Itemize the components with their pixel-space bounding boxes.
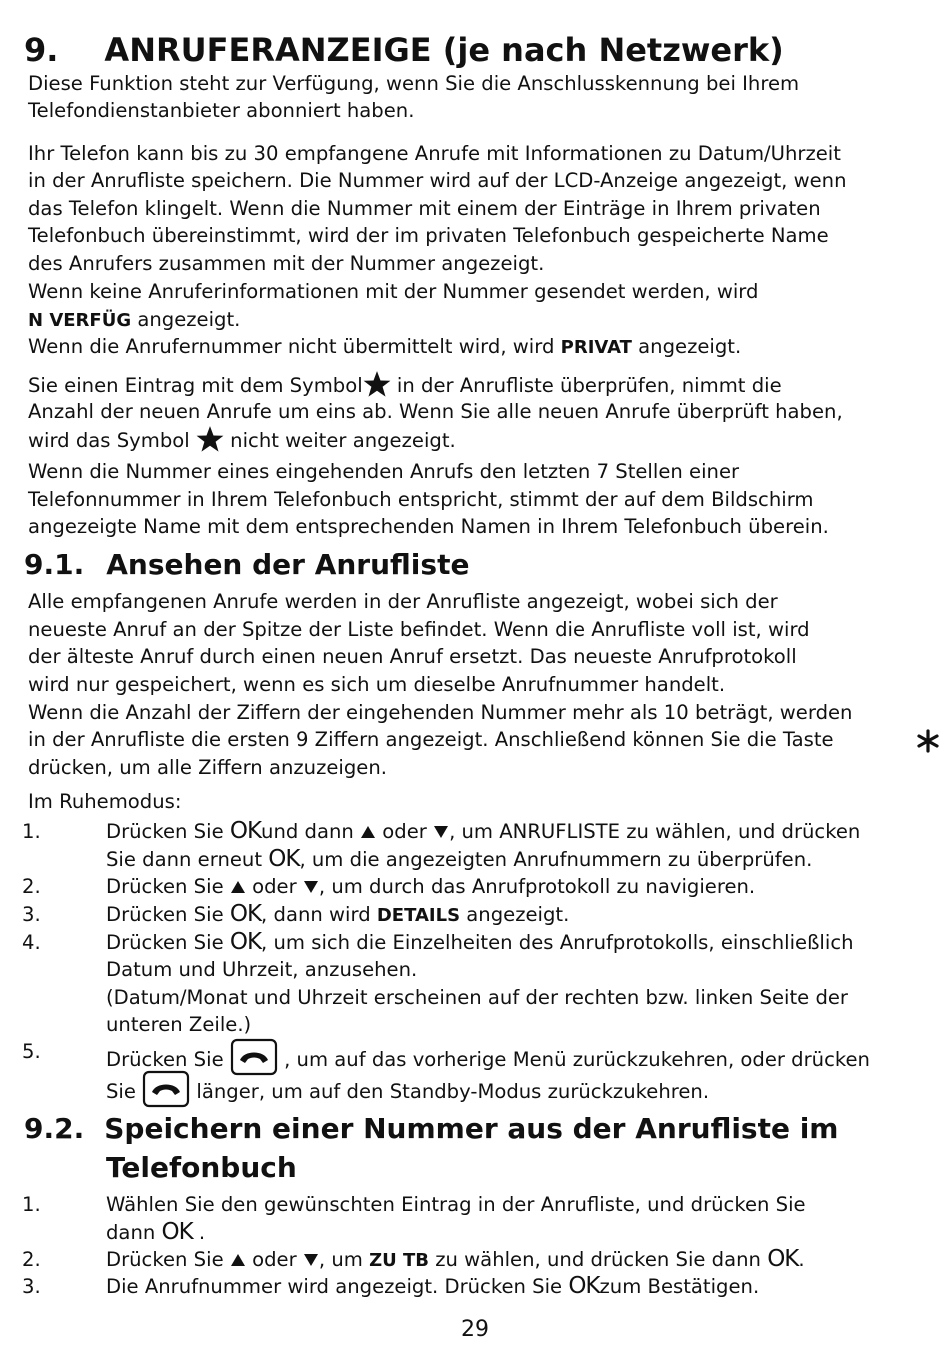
step-text: Die Anrufnummer wird angezeigt. Drücken Sie	[106, 1275, 569, 1298]
para3-line-2: Telefonnummer in Ihrem Telefonbuch entspricht, stimmt der auf dem Bildschirm	[28, 488, 814, 511]
intro-line-1: Diese Funktion steht zur Verfügung, wenn Sie die Anschlusskennung bei Ihrem	[28, 72, 800, 95]
step-2-line-1	[106, 873, 755, 900]
step-text: zum Bestätigen.	[599, 1275, 760, 1298]
ok-key-icon: OK	[229, 818, 262, 844]
step-number: 2.	[22, 1248, 41, 1271]
step-text: dann	[106, 1221, 162, 1244]
para3-line-3: angezeigte Name mit dem entsprechenden Namen in Ihrem Telefonbuch überein.	[28, 515, 829, 538]
n-verfueg-label: N VERFÜG	[28, 310, 132, 331]
step-1-line-2	[106, 846, 812, 873]
step-4-line-3: (Datum/Monat und Uhrzeit erscheinen auf der rechten bzw. linken Seite der	[106, 986, 848, 1009]
step-text: oder	[245, 875, 303, 898]
heading-number: 9.1.	[24, 548, 85, 581]
para1-line-8	[28, 333, 741, 361]
ok-key-icon: OK	[229, 929, 262, 955]
s1-line-1: Alle empfangenen Anrufe werden in der Anrufliste angezeigt, wobei sich der	[28, 590, 778, 613]
step-text: , dann wird	[261, 903, 377, 926]
up-arrow-icon	[360, 825, 376, 839]
ok-key-icon: OK	[568, 1273, 600, 1299]
step-4-line-4: unteren Zeile.)	[106, 1013, 252, 1036]
para2-line-1-post: in der Anrufliste überprüfen, nimmt die	[390, 374, 782, 397]
step-text: , um	[318, 1248, 370, 1271]
step-text: und dann	[261, 820, 361, 843]
para1-line-3: das Telefon klingelt. Wenn die Nummer mit einem der Einträge in Ihrem privaten	[28, 197, 821, 220]
step-text: Sie dann erneut	[106, 848, 269, 871]
s1-line-6: in der Anrufliste die ersten 9 Ziffern angezeigt. Anschließend können Sie die Taste	[28, 728, 834, 751]
step-text: Drücken Sie	[106, 1248, 230, 1271]
up-arrow-icon	[230, 1253, 246, 1267]
step-text: Drücken Sie	[106, 903, 230, 926]
step-text: , um die angezeigten Anrufnummern zu überprüfen.	[299, 848, 813, 871]
heading-number: 9.2.	[24, 1112, 85, 1145]
step-number: 1.	[22, 1193, 41, 1216]
heading-title-line-1: Speichern einer Nummer aus der Anrufliste im	[104, 1112, 839, 1145]
page-number: 29	[461, 1317, 489, 1342]
para1-line-7-rest: angezeigt.	[131, 308, 241, 331]
step-number: 3.	[22, 903, 41, 926]
down-arrow-icon	[303, 1253, 319, 1267]
s1-line-3: der älteste Anruf durch einen neuen Anruf ersetzt. Das neueste Anrufprotokoll	[28, 645, 797, 668]
step-text: Drücken Sie	[106, 1048, 230, 1071]
down-arrow-icon	[303, 880, 319, 894]
step-number: 1.	[22, 820, 41, 843]
para3-line-1: Wenn die Nummer eines eingehenden Anrufs den letzten 7 Stellen einer	[28, 460, 740, 483]
step-text: .	[798, 1248, 805, 1271]
details-label: DETAILS	[376, 905, 461, 926]
star-icon	[363, 370, 391, 398]
step-text: zu wählen, und drücken Sie dann	[429, 1248, 768, 1271]
ok-key-icon: OK	[161, 1219, 193, 1245]
s2-step-1-line-2	[106, 1219, 205, 1246]
idle-mode-label: Im Ruhemodus:	[28, 790, 182, 813]
step-4-line-1	[106, 929, 854, 956]
para1-line-2: in der Anrufliste speichern. Die Nummer wird auf der LCD-Anzeige angezeigt, wenn	[28, 169, 847, 192]
para2-line-2: Anzahl der neuen Anrufe um eins ab. Wenn Sie alle neuen Anrufe überprüft haben,	[28, 400, 843, 423]
step-text: , um ANRUFLISTE zu wählen, und drücken	[449, 820, 861, 843]
step-text: Sie	[106, 1080, 143, 1103]
para2-line-3-post: nicht weiter angezeigt.	[223, 429, 456, 452]
s1-line-2: neueste Anruf an der Spitze der Liste befindet. Wenn die Anrufliste voll ist, wird	[28, 618, 810, 641]
heading-title-line-2: Telefonbuch	[106, 1151, 297, 1184]
step-number: 5.	[22, 1040, 41, 1063]
para1-line-1: Ihr Telefon kann bis zu 30 empfangene Anrufe mit Informationen zu Datum/Uhrzeit	[28, 142, 841, 165]
step-text: Drücken Sie	[106, 931, 230, 954]
para2-line-1-pre: Sie einen Eintrag mit dem Symbol	[28, 374, 363, 397]
zu-tb-label: ZU TB	[369, 1250, 429, 1271]
section-heading-9	[24, 30, 784, 70]
para1-line-8-post: angezeigt.	[631, 335, 742, 358]
step-text: angezeigt.	[460, 903, 570, 926]
heading-number: 9.	[24, 31, 59, 69]
step-5-line-2	[106, 1070, 709, 1108]
para1-line-4: Telefonbuch übereinstimmt, wird der im privaten Telefonbuch gespeicherte Name	[28, 224, 829, 247]
heading-title: Ansehen der Anrufliste	[106, 548, 470, 581]
s1-line-5: Wenn die Anzahl der Ziffern der eingehenden Nummer mehr als 10 beträgt, werden	[28, 701, 853, 724]
ok-key-icon: OK	[229, 901, 262, 927]
section-heading-9-1	[24, 547, 469, 583]
step-number: 4.	[22, 931, 41, 954]
end-call-key-icon	[142, 1070, 190, 1108]
s2-step-1-line-1: Wählen Sie den gewünschten Eintrag in der Anrufliste, und drücken Sie	[106, 1193, 806, 1216]
step-text: oder	[245, 1248, 303, 1271]
s1-line-4: wird nur gespeichert, wenn es sich um dieselbe Anrufnummer handelt.	[28, 673, 726, 696]
asterisk-key-icon	[916, 729, 940, 753]
step-text: oder	[376, 820, 434, 843]
para2-line-3-pre: wird das Symbol	[28, 429, 196, 452]
step-text: , um durch das Anrufprotokoll zu navigieren.	[318, 875, 756, 898]
step-number: 2.	[22, 875, 41, 898]
step-4-line-2: Datum und Uhrzeit, anzusehen.	[106, 958, 418, 981]
para2-line-1	[28, 370, 782, 399]
privat-label: PRIVAT	[560, 337, 632, 358]
step-text: Drücken Sie	[106, 820, 230, 843]
star-icon	[196, 425, 224, 453]
up-arrow-icon	[230, 880, 246, 894]
step-text: länger, um auf den Standby-Modus zurückzukehren.	[190, 1080, 710, 1103]
step-text: , um sich die Einzelheiten des Anrufprotokolls, einschließlich	[261, 931, 854, 954]
step-3-line-1	[106, 901, 569, 929]
down-arrow-icon	[433, 825, 449, 839]
ok-key-icon: OK	[268, 846, 300, 872]
para2-line-3	[28, 425, 456, 454]
para1-line-6: Wenn keine Anruferinformationen mit der Nummer gesendet werden, wird	[28, 280, 759, 303]
step-number: 3.	[22, 1275, 41, 1298]
step-text: .	[192, 1221, 206, 1244]
para1-line-8-pre: Wenn die Anrufernummer nicht übermittelt wird, wird	[28, 335, 561, 358]
s2-step-3-line-1	[106, 1273, 759, 1300]
intro-line-2: Telefondienstanbieter abonniert haben.	[28, 99, 415, 122]
heading-title: ANRUFERANZEIGE (je nach Netzwerk)	[104, 31, 784, 69]
step-text: , um auf das vorherige Menü zurückzukehren, oder drücken	[277, 1048, 870, 1071]
step-1-line-1	[106, 818, 860, 845]
section-heading-9-2	[24, 1111, 838, 1147]
ok-key-icon: OK	[767, 1246, 799, 1272]
step-text: Drücken Sie	[106, 875, 230, 898]
para1-line-5: des Anrufers zusammen mit der Nummer angezeigt.	[28, 252, 545, 275]
s2-step-2-line-1	[106, 1246, 805, 1274]
para1-line-7	[28, 306, 240, 334]
s1-line-7: drücken, um alle Ziffern anzuzeigen.	[28, 756, 388, 779]
